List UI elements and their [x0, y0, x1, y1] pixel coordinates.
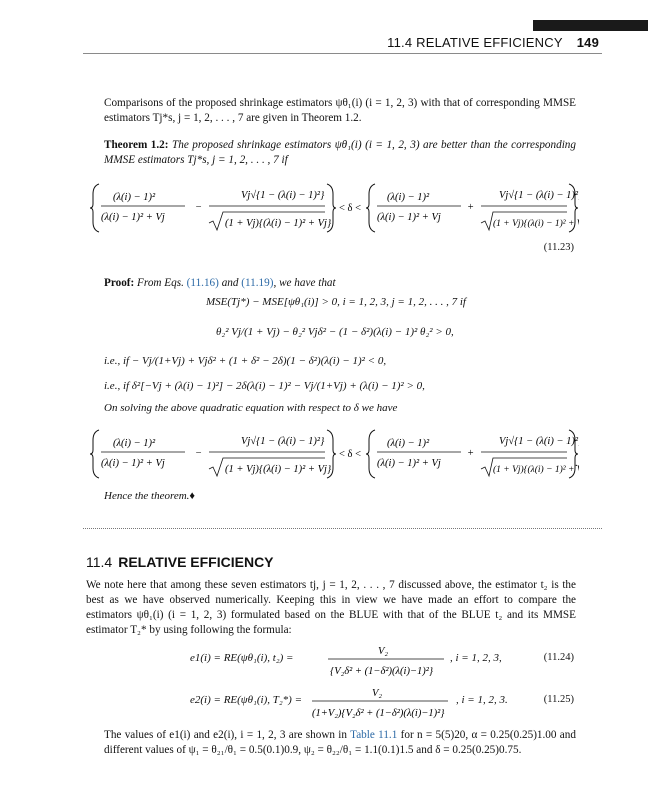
section-divider — [83, 528, 602, 529]
svg-text:(λ(i) − 1)² + Vj: (λ(i) − 1)² + Vj — [101, 458, 165, 469]
svg-text:V₂: V₂ — [378, 646, 389, 657]
svg-text:(λ(i) − 1)²: (λ(i) − 1)² — [387, 438, 430, 449]
svg-text:−: − — [195, 202, 203, 213]
proof-tail: , we have that — [273, 277, 336, 289]
svg-text:< δ <: < δ < — [339, 203, 362, 214]
proof-and: and — [221, 277, 239, 289]
eq-e1-cond: , i = 1, 2, 3, — [450, 652, 502, 664]
section-heading — [86, 554, 274, 570]
svg-text:(λ(i) − 1)² + Vj: (λ(i) − 1)² + Vj — [101, 212, 165, 223]
svg-text:−: − — [195, 448, 203, 459]
svg-text:(1 + Vj){(λ(i) − 1)² + Vj}: (1 + Vj){(λ(i) − 1)² + Vj} — [225, 218, 332, 229]
eq-number-11-25: (11.25) — [543, 694, 574, 705]
svg-text:(λ(i) − 1)² + Vj: (λ(i) − 1)² + Vj — [377, 212, 441, 223]
proof-end: Hence the theorem.♦ — [104, 490, 196, 502]
eq-e2-cond: , i = 1, 2, 3. — [456, 694, 508, 706]
svg-text:(1 + Vj){(λ(i) − 1)² + Vj}: (1 + Vj){(λ(i) − 1)² + — [493, 219, 575, 229]
svg-text:(1 + Vj){(λ(i) − 1)² + Vj}: (1 + Vj){(λ(i) − 1)² + Vj} — [225, 464, 332, 475]
svg-text:Vj√{1 − (λ(i) − 1)²}: Vj√{1 − (λ(i) − 1)²} — [499, 190, 579, 201]
equation-11-23 — [89, 178, 579, 238]
table-ref[interactable]: Table 11.1 — [350, 729, 398, 741]
section-paragraph: We note here that among these seven estimators tj, j = 1, 2, . . . , 7 discussed above, the estimator t₂ is the best as we have observed numerically. Keeping this in view we have made an effort to compare the estimators ψθ₁(i) (i = 1, 2, 3) formulated based on the BLUE with that of the BLUE t₂ and its MMSE estimator T₂* by using following the formula: — [86, 579, 576, 636]
svg-text:+: + — [467, 448, 475, 459]
svg-text:(λ(i) − 1)²: (λ(i) − 1)² — [113, 192, 156, 203]
eq-e1-lhs: e1(i) = RE(ψθ₁(i), t₂) = — [190, 652, 294, 664]
theorem-label: Theorem 1.2: — [104, 139, 169, 151]
eq-e1-fraction — [326, 642, 434, 682]
final-pre: The values of e1(i) and e2(i), i = 1, 2, 3 are shown in — [104, 729, 348, 741]
proof-lead-text: From Eqs. — [137, 277, 184, 289]
proof-label: Proof: — [104, 277, 135, 289]
svg-text:Vj√{1 − (λ(i) − 1)²}: Vj√{1 − (λ(i) − 1)²} — [499, 436, 579, 447]
section-title: RELATIVE EFFICIENCY — [118, 554, 274, 570]
equation-solution — [89, 424, 579, 484]
intro-paragraph: Comparisons of the proposed shrinkage estimators ψθ₁(i) (i = 1, 2, 3) with that of corresponding MMSE estimators Tj*s, j = 1, 2, . . . , 7 are given in Theorem 1.2. — [104, 97, 576, 124]
svg-text:Vj√{1 − (λ(i) − 1)²}: Vj√{1 − (λ(i) − 1)²} — [241, 190, 325, 201]
final-post: for n = 5(5)20, α = 0.25(0.25)1.00 and different values of ψ₁ = θ₂₁/θ₁ = 0.5(0.1)0.9, ψ₂ = θ₂₂/θ₁ = 1.1(0.1)1.5 and δ = 0.25(0.25)0.75. — [104, 729, 576, 756]
final-paragraph — [104, 728, 576, 758]
svg-text:(λ(i) − 1)²: (λ(i) − 1)² — [387, 192, 430, 203]
svg-text:.: . — [575, 458, 578, 469]
eq-ref-11-19[interactable]: (11.19) — [241, 277, 274, 289]
theorem-block — [104, 138, 576, 168]
svg-text:< δ <: < δ < — [339, 449, 362, 460]
svg-text:(1 + Vj){(λ(i) − 1)² + Vj}: (1 + Vj){(λ(i) − 1)² + — [493, 465, 575, 475]
eq-e2-lhs: e2(i) = RE(ψθ₁(i), T₂*) = — [190, 694, 303, 706]
svg-text:{V₂δ² + (1−δ²)(λ(i)−1)²}: {V₂δ² + (1−δ²)(λ(i)−1)²} — [330, 666, 434, 677]
svg-text:+: + — [467, 202, 475, 213]
eq-number-11-23: (11.23) — [543, 242, 574, 253]
proof-line-5: On solving the above quadratic equation with respect to δ we have — [104, 402, 398, 414]
theorem-text: The proposed shrinkage estimators ψθ₁(i) (i = 1, 2, 3) are better than the corresponding MMSE estimators Tj*s, j = 1, 2, . . . , 7 if — [104, 139, 576, 166]
eq-number-11-24: (11.24) — [543, 652, 574, 663]
svg-text:V₂: V₂ — [372, 688, 383, 699]
proof-line-1: MSE(Tj*) − MSE[ψθ₁(i)] > 0, i = 1, 2, 3, j = 1, 2, . . . , 7 if — [206, 296, 466, 308]
svg-text:(1+V₂){V₂δ² + (1−δ²)(λ(i)−1)²}: (1+V₂){V₂δ² + (1−δ²)(λ(i)−1)²} — [312, 708, 445, 719]
section-number: 11.4 — [86, 554, 113, 570]
eq-e2-fraction — [310, 684, 450, 724]
header-bar — [533, 20, 648, 31]
header-rule — [83, 53, 602, 54]
svg-text:Vj√{1 − (λ(i) − 1)²}: Vj√{1 − (λ(i) − 1)²} — [241, 436, 325, 447]
eq-ref-11-16[interactable]: (11.16) — [186, 277, 219, 289]
proof-line-4: i.e., if δ²[−Vj + (λ(i) − 1)²] − 2δ(λ(i) − 1)² − Vj/(1+Vj) + (λ(i) − 1)² > 0, — [104, 380, 425, 392]
proof-line-2: θ₂² Vj/(1 + Vj) − θ₂² Vjδ² − (1 − δ²)(λ(i) − 1)² θ₂² > 0, — [216, 326, 454, 338]
page-number: 149 — [576, 35, 599, 50]
svg-text:(λ(i) − 1)²: (λ(i) − 1)² — [113, 438, 156, 449]
svg-text:(λ(i) − 1)² + Vj: (λ(i) − 1)² + Vj — [377, 458, 441, 469]
proof-lead — [104, 276, 576, 291]
proof-line-3: i.e., if − Vj/(1+Vj) + Vjδ² + (1 + δ² − 2δ)(1 − δ²)(λ(i) − 1)² < 0, — [104, 355, 387, 367]
running-header — [387, 35, 599, 50]
header-section: 11.4 RELATIVE EFFICIENCY — [387, 35, 563, 50]
